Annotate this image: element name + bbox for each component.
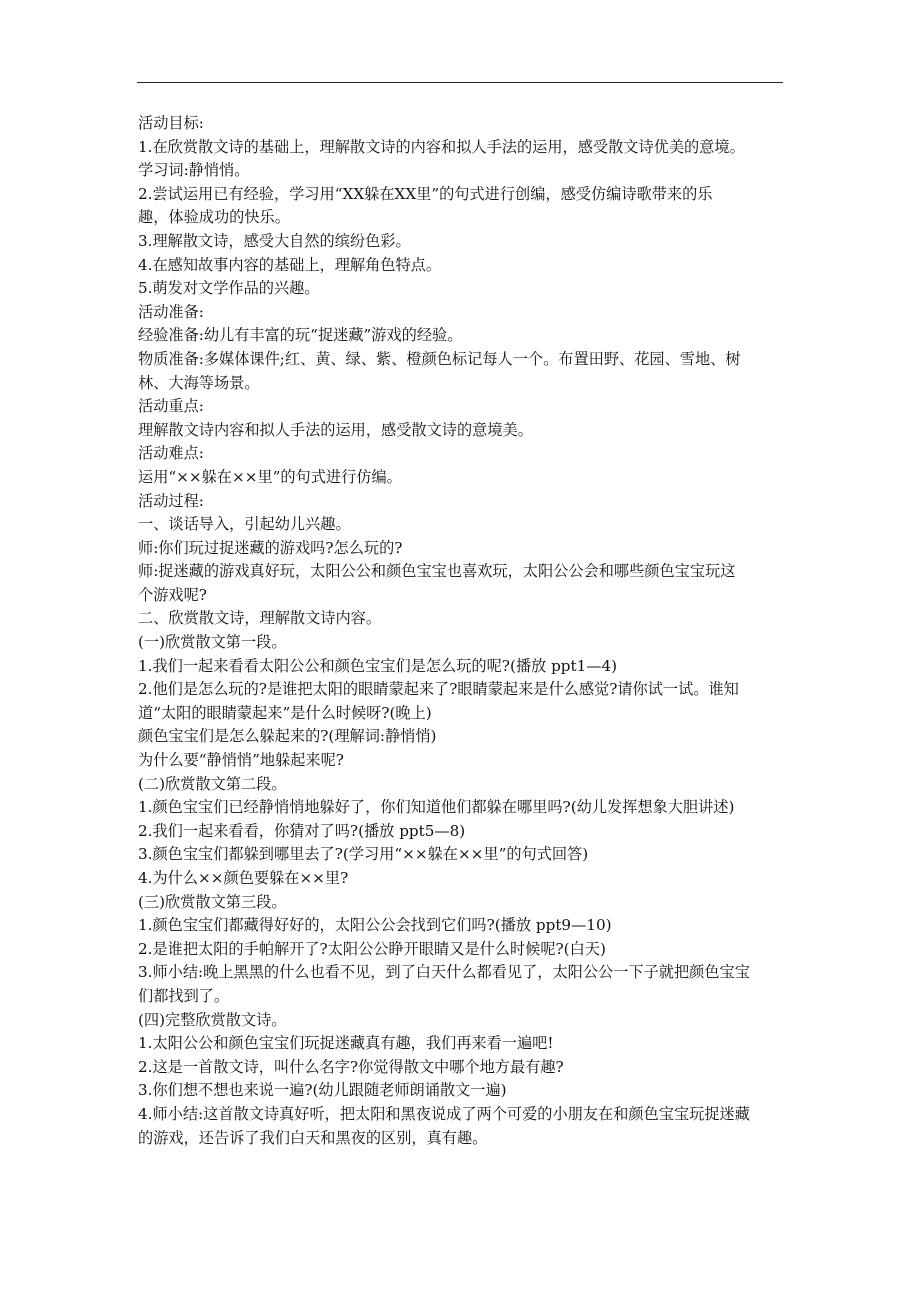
text-line: 3.颜色宝宝们都躲到哪里去了?(学习用“××躲在××里”的句式回答) — [138, 845, 589, 864]
text-line: 1.太阳公公和颜色宝宝们玩捉迷藏真有趣，我们再来看一遍吧! — [138, 1034, 554, 1053]
text-line: 的游戏，还告诉了我们白天和黑夜的区别，真有趣。 — [138, 1128, 488, 1147]
text-line: 个游戏呢? — [138, 585, 207, 604]
text-line: 2.我们一起来看看，你猜对了吗?(播放 ppt5—8) — [138, 821, 466, 840]
text-line: 理解散文诗内容和拟人手法的运用，感受散文诗的意境美。 — [138, 420, 533, 439]
text-line: 1.颜色宝宝们都藏得好好的，太阳公公会找到它们吗?(播放 ppt9—10) — [138, 916, 612, 935]
text-line: 2.是谁把太阳的手帕解开了?太阳公公睁开眼睛又是什么时候呢?(白天) — [138, 939, 606, 958]
text-line: 一、谈话导入，引起幼儿兴趣。 — [138, 515, 351, 534]
text-line: 活动难点: — [138, 444, 204, 463]
text-line: 道“太阳的眼睛蒙起来”是什么时候呀?(晚上) — [138, 703, 432, 722]
text-line: 师:捉迷藏的游戏真好玩，太阳公公和颜色宝宝也喜欢玩，太阳公公会和哪些颜色宝宝玩这 — [138, 562, 736, 581]
text-line: 1.我们一起来看看太阳公公和颜色宝宝们是怎么玩的呢?(播放 ppt1—4) — [138, 656, 618, 675]
text-line: 活动目标: — [138, 114, 204, 132]
text-line: 二、欣赏散文诗，理解散文诗内容。 — [138, 609, 381, 628]
text-line: 4.为什么××颜色要躲在××里? — [138, 869, 349, 887]
text-line: (二)欣赏散文第二段。 — [138, 774, 287, 793]
text-line: 林、大海等场景。 — [138, 373, 260, 392]
text-line: 2.他们是怎么玩的?是谁把太阳的眼睛蒙起来了?眼睛蒙起来是什么感觉?请你试一试。谁知 — [138, 680, 739, 699]
text-line: 趣，体验成功的快乐。 — [138, 208, 290, 227]
text-line: 3.你们想不想也来说一遍?(幼儿跟随老师朗诵散文一遍) — [138, 1081, 507, 1100]
text-line: 1.在欣赏散文诗的基础上，理解散文诗的内容和拟人手法的运用，感受散文诗优美的意境。 — [138, 137, 745, 156]
text-line: (四)完整欣赏散文诗。 — [138, 1010, 287, 1029]
text-line: 4.师小结:这首散文诗真好听，把太阳和黑夜说成了两个可爱的小朋友在和颜色宝宝玩捉迷藏 — [138, 1104, 750, 1123]
text-line: 师:你们玩过捉迷藏的游戏吗?怎么玩的? — [138, 538, 403, 557]
text-line: 运用“××躲在××里”的句式进行仿编。 — [138, 467, 402, 486]
text-line: (三)欣赏散文第三段。 — [138, 892, 287, 911]
text-line: 活动准备: — [138, 302, 204, 321]
header-rule — [137, 82, 783, 83]
text-line: 学习词:静悄悄。 — [138, 161, 250, 180]
text-line: 活动重点: — [138, 397, 204, 416]
text-line: (一)欣赏散文第一段。 — [138, 633, 287, 652]
text-line: 颜色宝宝们是怎么躲起来的?(理解词:静悄悄) — [138, 727, 437, 746]
text-line: 物质准备:多媒体课件;红、黄、绿、紫、橙颜色标记每人一个。布置田野、花园、雪地、树 — [138, 349, 741, 368]
text-line: 4.在感知故事内容的基础上，理解角色特点。 — [138, 255, 442, 274]
text-line: 经验准备:幼儿有丰富的玩“捉迷藏”游戏的经验。 — [138, 326, 463, 345]
text-line: 2.这是一首散文诗，叫什么名字?你觉得散文中哪个地方最有趣? — [138, 1057, 564, 1076]
document-body — [138, 112, 794, 1150]
text-line: 5.萌发对文学作品的兴趣。 — [138, 279, 320, 298]
text-line: 3.师小结:晚上黑黑的什么也看不见，到了白天什么都看见了，太阳公公一下子就把颜色宝宝 — [138, 963, 750, 982]
text-line: 3.理解散文诗，感受大自然的缤纷色彩。 — [138, 231, 411, 250]
text-line: 们都找到了。 — [138, 986, 230, 1005]
text-line: 2.尝试运用已有经验，学习用“XX躲在XX里”的句式进行创编，感受仿编诗歌带来的乐 — [138, 184, 713, 203]
text-line: 活动过程: — [138, 491, 204, 510]
text-line: 为什么要“静悄悄”地躲起来呢? — [138, 751, 344, 770]
text-line: 1.颜色宝宝们已经静悄悄地躲好了，你们知道他们都躲在哪里吗?(幼儿发挥想象大胆讲述) — [138, 798, 735, 817]
